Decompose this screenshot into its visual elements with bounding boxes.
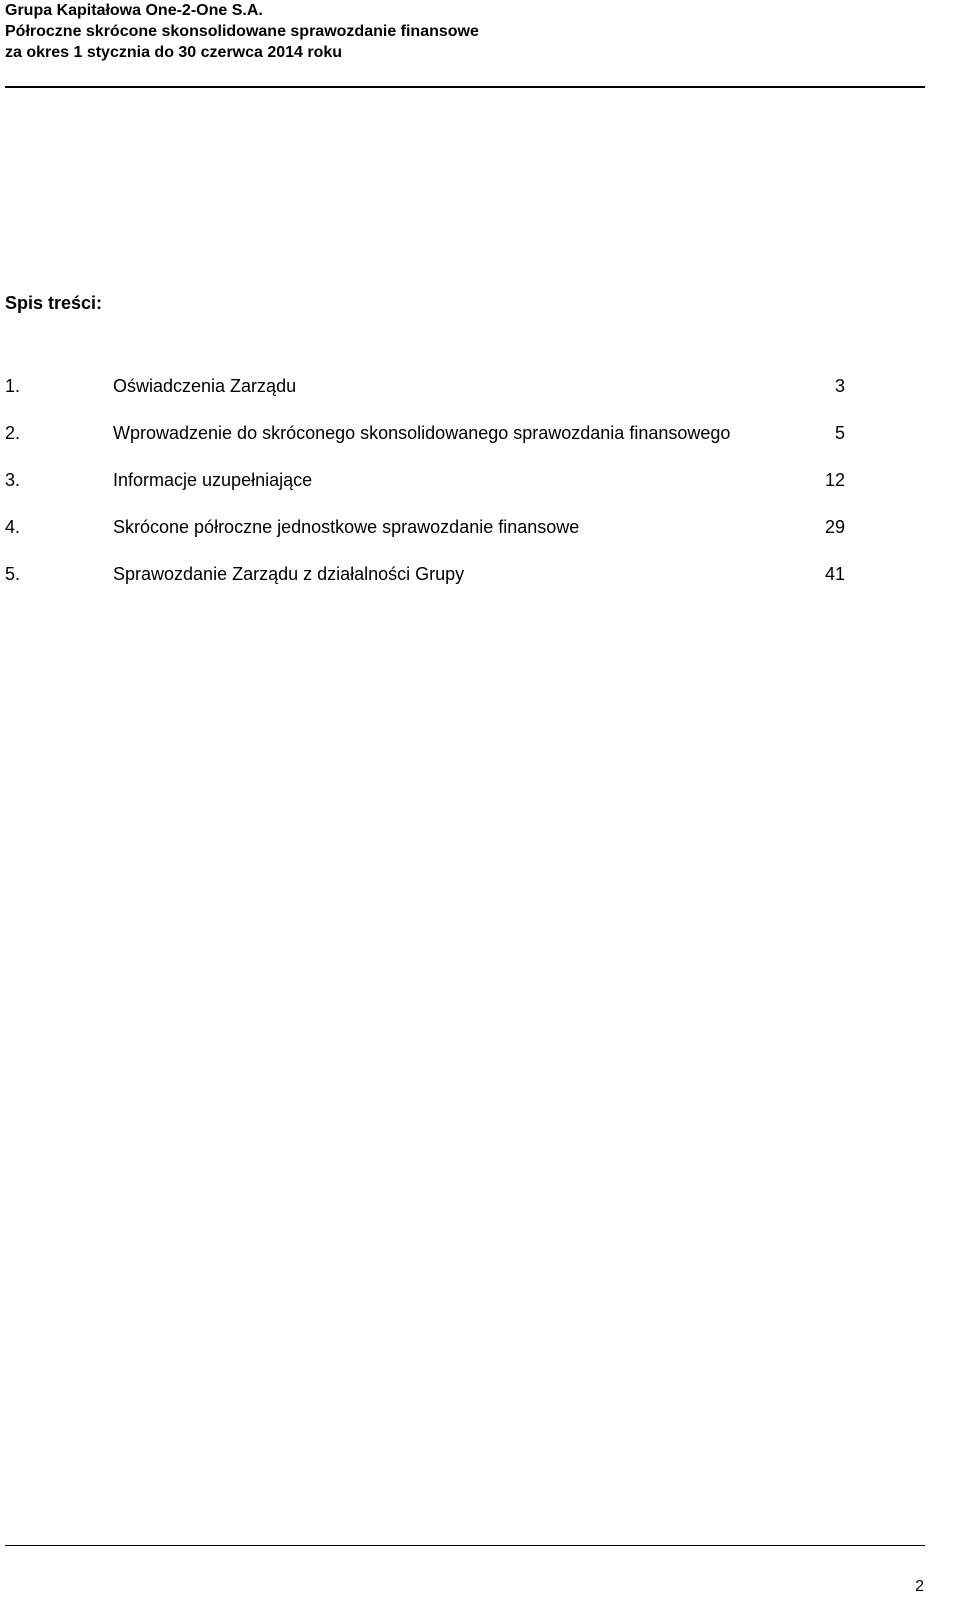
toc-item[interactable] [5, 375, 845, 422]
report-title: Półroczne skrócone skonsolidowane sprawozdanie finansowe [5, 23, 479, 40]
toc-heading: Spis treści: [5, 293, 103, 313]
toc-item-title[interactable]: Informacje uzupełniające [113, 470, 313, 490]
toc-item-page: 5 [834, 423, 845, 443]
company-name: Grupa Kapitałowa One-2-One S.A. [5, 2, 263, 19]
toc-item-number: 4. [5, 517, 21, 537]
toc-item-title[interactable]: Wprowadzenie do skróconego skonsolidowanego sprawozdania finansowego [113, 423, 731, 443]
document-header [5, 0, 925, 63]
toc-item-number: 1. [5, 376, 21, 396]
page-number: 2 [915, 1578, 924, 1595]
table-of-contents [5, 375, 845, 610]
toc-item-title[interactable]: Sprawozdanie Zarządu z działalności Grupy [113, 564, 465, 584]
footer-divider [5, 1545, 925, 1546]
toc-item-page: 41 [824, 564, 845, 584]
toc-item-title[interactable]: Oświadczenia Zarządu [113, 376, 297, 396]
toc-item-number: 2. [5, 423, 21, 443]
toc-item-page: 29 [824, 517, 845, 537]
toc-item[interactable] [5, 422, 845, 469]
toc-item-page: 12 [824, 470, 845, 490]
toc-item[interactable] [5, 469, 845, 516]
toc-item-title[interactable]: Skrócone półroczne jednostkowe sprawozdanie finansowe [113, 517, 580, 537]
report-period: za okres 1 stycznia do 30 czerwca 2014 roku [5, 44, 343, 61]
toc-item[interactable] [5, 563, 845, 610]
toc-item-number: 5. [5, 564, 21, 584]
header-divider [5, 86, 925, 88]
toc-item[interactable] [5, 516, 845, 563]
toc-item-number: 3. [5, 470, 21, 490]
toc-item-page: 3 [834, 376, 845, 396]
